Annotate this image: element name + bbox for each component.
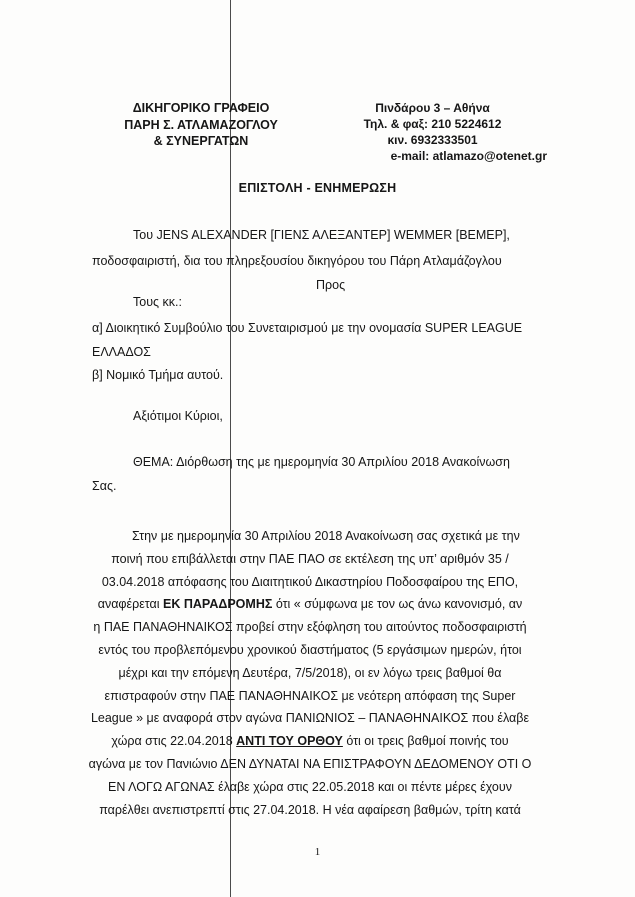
body-line: μέχρι και την επόμενη Δευτέρα, 7/5/2018), οι εν λόγω τρεις βαθμοί θα (118, 665, 502, 680)
body-text: ότι οι τρεις βαθμοί ποινής του (342, 734, 509, 749)
body-text: αναφέρεται (97, 597, 164, 612)
emphasis-ek-paradromis: ΕΚ ΠΑΡΑΔΡΟΜΗΣ (163, 597, 273, 612)
greeting: Αξιότιμοι Κύριοι, (133, 409, 223, 423)
sender-line-1: Του JENS ALEXANDER [ΓΙΕΝΣ ΑΛΕΞΑΝΤΕΡ] WEMMER [ΒΕΜΕΡ], (133, 228, 510, 242)
letter-title: ΕΠΙΣΤΟΛΗ - ΕΝΗΜΕΡΩΣΗ (238, 181, 397, 195)
emphasis-anti-tou-orthou: ΑΝΤΙ ΤΟΥ ΟΡΘΟΥ (236, 734, 343, 749)
email: e-mail: atlamazo@otenet.gr (390, 149, 547, 163)
body-line: η ΠΑΕ ΠΑΝΑΘΗΝΑΙΚΟΣ προβεί στην εξόφληση του αιτούντος ποδοσφαιριστή (93, 620, 527, 635)
body-line: 03.04.2018 απόφασης του Διαιτητικού Δικαστηρίου Ποδοσφαίρου της ΕΠΟ, (101, 574, 519, 589)
letter-body (80, 525, 540, 821)
body-text: χώρα στις 22.04.2018 (111, 734, 237, 749)
subject-line-1: ΘΕΜΑ: Διόρθωση της με ημερομηνία 30 Απριλίου 2018 Ανακοίνωση (133, 455, 510, 469)
body-line: εντός του προβλεπόμενου χρονικού διαστήματος (5 εργάσιμων ημερών, ήτοι (98, 642, 522, 657)
mobile: κιν. 6932333501 (387, 133, 478, 147)
office-partners: & ΣΥΝΕΡΓΑΤΩΝ (153, 134, 249, 148)
contact-block (330, 100, 547, 164)
office-name: ΔΙΚΗΓΟΡΙΚΟ ΓΡΑΦΕΙΟ (132, 101, 270, 115)
subject-line-2: Σας. (92, 479, 117, 493)
recipients-salutation: Τους κκ.: (133, 295, 182, 309)
body-line: ποινή που επιβάλλεται στην ΠΑΕ ΠΑΟ σε εκτέλεση της υπ’ αριθμόν 35 / (111, 551, 509, 566)
body-line (80, 730, 540, 753)
law-office-header (96, 100, 306, 150)
body-line: Στην με ημερομηνία 30 Απριλίου 2018 Ανακοίνωση σας σχετικά με την (132, 529, 520, 543)
body-text: ότι « σύμφωνα με τον ως άνω κανονισμό, αν (272, 597, 523, 612)
to-label: Προς (316, 278, 346, 292)
phone-fax: Τηλ. & φαξ: 210 5224612 (363, 117, 502, 131)
body-line: αγώνα με τον Πανιώνιο ΔΕΝ ΔΥΝΑΤΑΙ ΝΑ ΕΠΙΣΤΡΑΦΟΥΝ ΔΕΔΟΜΕΝΟΥ ΟΤΙ Ο (88, 756, 532, 771)
recipient-a-line-2: ΕΛΛΑΔΟΣ (92, 345, 151, 359)
recipient-b: β] Νομικό Τμήμα αυτού. (92, 368, 224, 382)
sender-line-2: ποδοσφαιριστή, δια του πληρεξουσίου δικηγόρου του Πάρη Ατλαμάζογλου (92, 254, 502, 268)
body-line (80, 593, 540, 616)
recipient-a-line-1: α] Διοικητικό Συμβούλιο του Συνεταιρισμού με την ονομασία SUPER LEAGUE (92, 321, 523, 335)
body-line: επιστραφούν στην ΠΑΕ ΠΑΝΑΘΗΝΑΙΚΟΣ με νεότερη απόφαση της Super (104, 688, 516, 703)
page-number: 1 (314, 846, 321, 858)
body-line: League » με αναφορά στον αγώνα ΠΑΝΙΩΝΙΟΣ – ΠΑΝΑΘΗΝΑΙΚΟΣ που έλαβε (90, 711, 530, 726)
address: Πινδάρου 3 – Αθήνα (375, 101, 490, 115)
body-line: παρέλθει ανεπιστρεπτί στις 27.04.2018. Η νέα αφαίρεση βαθμών, τρίτη κατά (99, 802, 521, 817)
office-owner: ΠΑΡΗ Σ. ΑΤΛΑΜΑΖΟΓΛΟΥ (124, 117, 278, 132)
body-line: ΕΝ ΛΟΓΩ ΑΓΩΝΑΣ έλαβε χώρα στις 22.05.2018 και οι πέντε μέρες έχουν (108, 779, 512, 794)
